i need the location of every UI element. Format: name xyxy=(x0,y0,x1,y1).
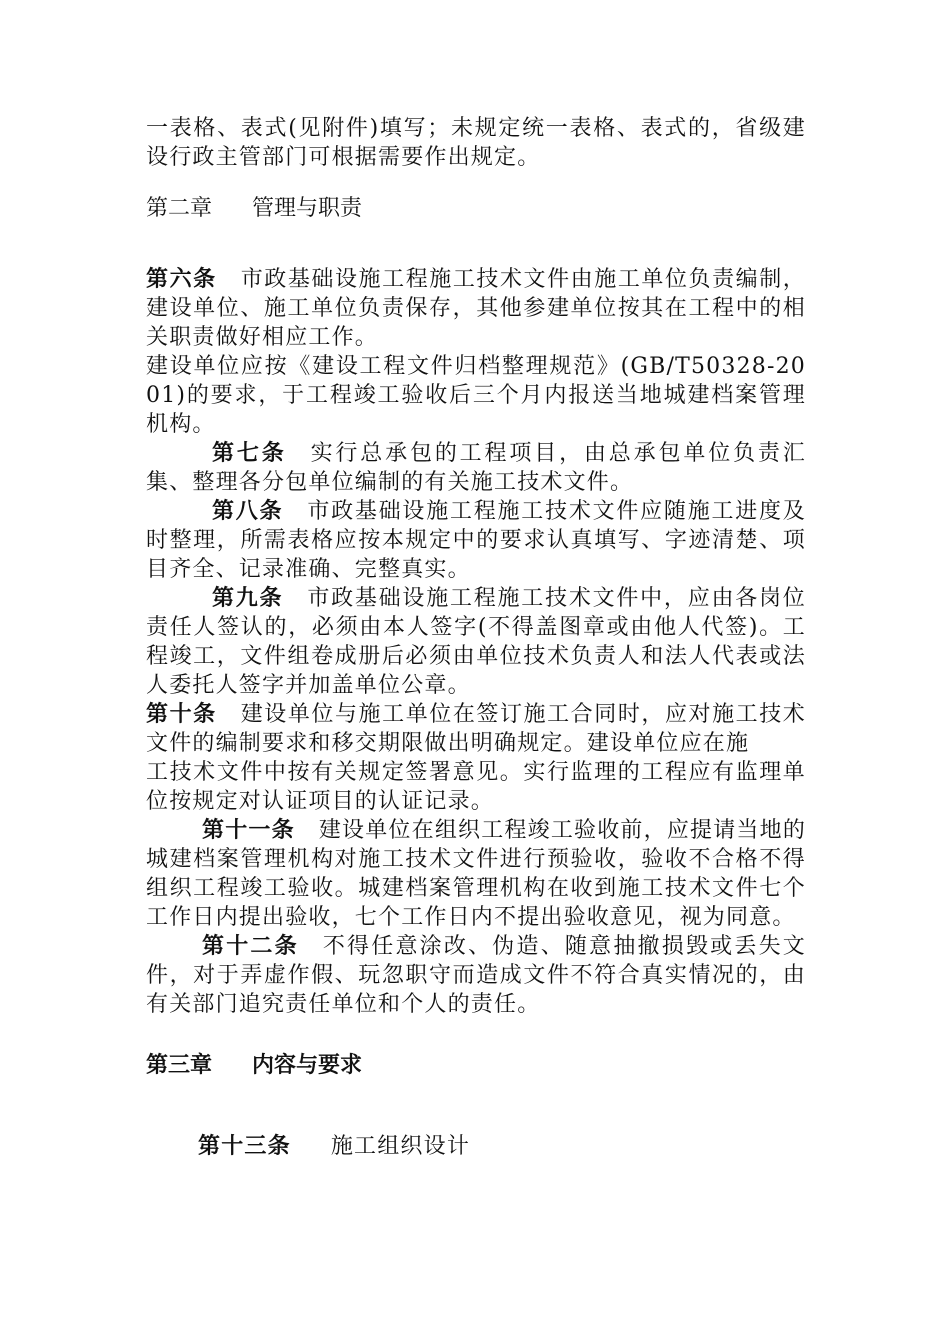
article-13 xyxy=(146,1132,806,1161)
article-12 xyxy=(146,932,806,1019)
article-10-paragraph-2: 工技术文件中按有关规定签署意见。实行监理的工程应有监理单位按规定对认证项目的认证记录。 xyxy=(146,760,806,814)
document-body xyxy=(146,114,806,1161)
article-6 xyxy=(146,265,806,352)
article-12-label: 第十二条 xyxy=(202,934,299,959)
article-8 xyxy=(146,497,806,584)
article-13-text: 施工组织设计 xyxy=(330,1134,471,1159)
article-9-text: 市政基础设施工程施工技术文件中，应由各岗位责任人签认的，必须由本人签字(不得盖图章或由他人代签)。工程竣工，文件组卷成册后必须由单位技术负责人和法人代表或法人委托人签字并加盖单位公章。 xyxy=(146,586,806,698)
article-11 xyxy=(146,816,806,932)
article-12-text: 不得任意涂改、伪造、随意抽撤损毁或丢失文件，对于弄虚作假、玩忽职守而造成文件不符合真实情况的，由有关部门追究责任单位和个人的责任。 xyxy=(146,934,806,1017)
article-7-text: 实行总承包的工程项目，由总承包单位负责汇集、整理各分包单位编制的有关施工技术文件。 xyxy=(146,441,806,495)
article-10-label: 第十条 xyxy=(146,702,217,727)
chapter-2-title: 管理与职责 xyxy=(252,196,363,221)
chapter-3-label: 第三章 xyxy=(146,1053,213,1078)
article-10-text: 建设单位与施工单位在签订施工合同时，应对施工技术文件的编制要求和移交期限做出明确规定。建设单位应在施 xyxy=(146,702,806,756)
article-9 xyxy=(146,584,806,700)
article-6-paragraph-2: 建设单位应按《建设工程文件归档整理规范》(GB/T50328-2001)的要求，于工程竣工验收后三个月内报送当地城建档案管理机构。 xyxy=(146,354,806,437)
article-6-label: 第六条 xyxy=(146,267,217,292)
article-8-text: 市政基础设施工程施工技术文件应随施工进度及时整理，所需表格应按本规定中的要求认真填写、字迹清楚、项目齐全、记录准确、完整真实。 xyxy=(146,499,806,582)
article-13-label: 第十三条 xyxy=(198,1134,291,1159)
chapter-3-heading xyxy=(146,1051,806,1080)
chapter-2-label: 第二章 xyxy=(146,196,213,221)
intro-paragraph: 一表格、表式(见附件)填写；未规定统一表格、表式的，省级建设行政主管部门可根据需要作出规定。 xyxy=(146,116,806,170)
article-7-label: 第七条 xyxy=(212,441,287,466)
article-10 xyxy=(146,700,806,758)
article-9-label: 第九条 xyxy=(212,586,284,611)
article-6-text: 市政基础设施工程施工技术文件由施工单位负责编制，建设单位、施工单位负责保存，其他参建单位按其在工程中的相关职责做好相应工作。 xyxy=(146,267,806,350)
article-11-text: 建设单位在组织工程竣工验收前，应提请当地的城建档案管理机构对施工技术文件进行预验收，验收不合格不得组织工程竣工验收。城建档案管理机构在收到施工技术文件七个工作日内提出验收，七个工作日内不提出验收意见，视为同意。 xyxy=(146,818,807,930)
chapter-3-title: 内容与要求 xyxy=(252,1053,363,1078)
article-11-label: 第十一条 xyxy=(202,818,295,843)
chapter-2-heading xyxy=(146,194,806,223)
article-8-label: 第八条 xyxy=(212,499,284,524)
article-7 xyxy=(146,439,806,497)
